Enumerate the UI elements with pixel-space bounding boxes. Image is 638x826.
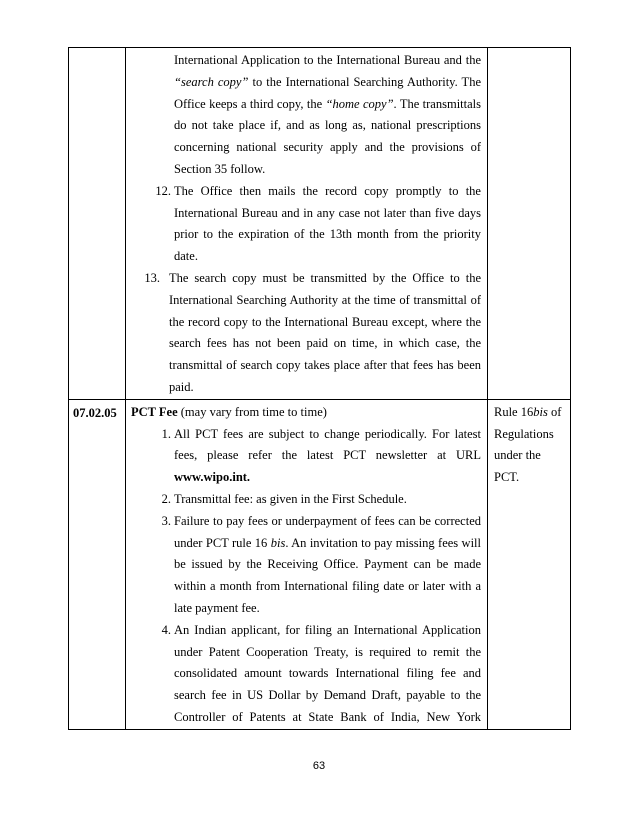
text-line: the record copy to the International Bureau except, where the bbox=[169, 314, 481, 329]
table-row bbox=[69, 399, 571, 729]
reference-line: PCT. bbox=[494, 470, 520, 485]
text-line: An Indian applicant, for filing an International Application bbox=[174, 622, 481, 637]
section-code-cell bbox=[69, 399, 126, 729]
text-line: Section 35 follow. bbox=[174, 161, 266, 176]
text-line: within a month from International filing date or later with a bbox=[174, 579, 481, 594]
italic-phrase: bis bbox=[270, 535, 286, 550]
italic-phrase: bis bbox=[533, 404, 548, 419]
text-line-italic: Office keeps a third copy, the “home copy”. The transmittals bbox=[174, 96, 481, 111]
page-number: 63 bbox=[312, 760, 326, 772]
list-item-text bbox=[174, 424, 481, 489]
text-line: paid. bbox=[169, 379, 194, 394]
list-item-text bbox=[174, 620, 481, 729]
text-line: Transmittal fee: as given in the First Schedule. bbox=[174, 491, 407, 506]
section-code-cell bbox=[69, 48, 126, 400]
list-number: 4. bbox=[161, 622, 171, 637]
continuation-paragraph bbox=[174, 50, 481, 181]
text-line: transmittal of search copy takes place after that fees has been bbox=[169, 358, 481, 373]
url-text: www.wipo.int. bbox=[174, 470, 251, 485]
text-line: date. bbox=[174, 249, 198, 264]
text-line: Controller of Patents at State Bank of India, New York bbox=[174, 709, 481, 724]
list-number: 12. bbox=[155, 183, 171, 198]
list-number: 1. bbox=[161, 426, 171, 441]
list-item-text bbox=[174, 181, 481, 268]
list-number: 3. bbox=[161, 513, 171, 528]
reference-cell bbox=[488, 48, 571, 400]
italic-phrase: “home copy” bbox=[325, 96, 394, 111]
text-line: fees, please refer the latest PCT newsletter at URL bbox=[174, 448, 481, 463]
section-title: PCT Fee bbox=[131, 404, 178, 419]
reference-cell bbox=[488, 399, 571, 729]
reference-line: under the bbox=[494, 448, 541, 463]
text-line: International Searching Authority at the time of transmittal of bbox=[169, 292, 481, 307]
list-item-text bbox=[169, 268, 481, 399]
text-line: consolidated amount towards International filing fee and bbox=[174, 666, 481, 681]
text-line: The search copy must be transmitted by the Office to the bbox=[169, 270, 481, 285]
text-line: International Application to the International Bureau and the bbox=[174, 53, 481, 67]
text-line: concerning national security apply and the provisions of bbox=[174, 140, 481, 155]
list-item bbox=[131, 268, 481, 399]
content-cell bbox=[126, 399, 488, 729]
procedure-table bbox=[68, 47, 571, 730]
text-line: search fee in US Dollar by Demand Draft, payable to the bbox=[174, 688, 481, 703]
list-number: 13. bbox=[144, 270, 160, 285]
text-line: do not take place if, and as long as, national prescriptions bbox=[174, 118, 481, 133]
reference-line-italic: Rule 16bis of bbox=[494, 404, 562, 419]
content-cell bbox=[126, 48, 488, 400]
section-heading bbox=[131, 402, 481, 424]
text-line: Failure to pay fees or underpayment of fees can be corrected bbox=[174, 513, 481, 528]
list-item bbox=[131, 181, 481, 268]
list-item-text bbox=[174, 489, 481, 511]
italic-phrase: “search copy” bbox=[174, 74, 249, 89]
list-item bbox=[131, 511, 481, 620]
url-line bbox=[174, 467, 481, 489]
text-line: The Office then mails the record copy promptly to the bbox=[174, 183, 481, 198]
text-line-italic: under PCT rule 16 bis. An invitation to pay missing fees will bbox=[174, 535, 481, 550]
text-line: late payment fee. bbox=[174, 600, 260, 615]
text-line: prior to the expiration of the 13th month from the priority bbox=[174, 227, 481, 242]
list-item bbox=[131, 489, 481, 511]
section-subtitle: (may vary from time to time) bbox=[177, 404, 327, 419]
list-item-text bbox=[174, 511, 481, 620]
table-row bbox=[69, 48, 571, 400]
text-line: International Bureau and in any case not later than five days bbox=[174, 205, 481, 220]
text-line: under Patent Cooperation Treaty, is required to remit the bbox=[174, 644, 481, 659]
list-item bbox=[131, 620, 481, 729]
text-line: All PCT fees are subject to change periodically. For latest bbox=[174, 426, 481, 441]
section-code: 07.02.05 bbox=[73, 405, 117, 420]
list-item bbox=[131, 424, 481, 489]
list-number: 2. bbox=[161, 491, 171, 506]
text-line-italic: “search copy” to the International Searching Authority. The bbox=[174, 74, 481, 89]
text-line: search fees has not been paid on time, in which case, the bbox=[169, 336, 481, 351]
reference-line: Regulations bbox=[494, 426, 554, 441]
text-line: be issued by the Receiving Office. Payment can be made bbox=[174, 557, 481, 572]
